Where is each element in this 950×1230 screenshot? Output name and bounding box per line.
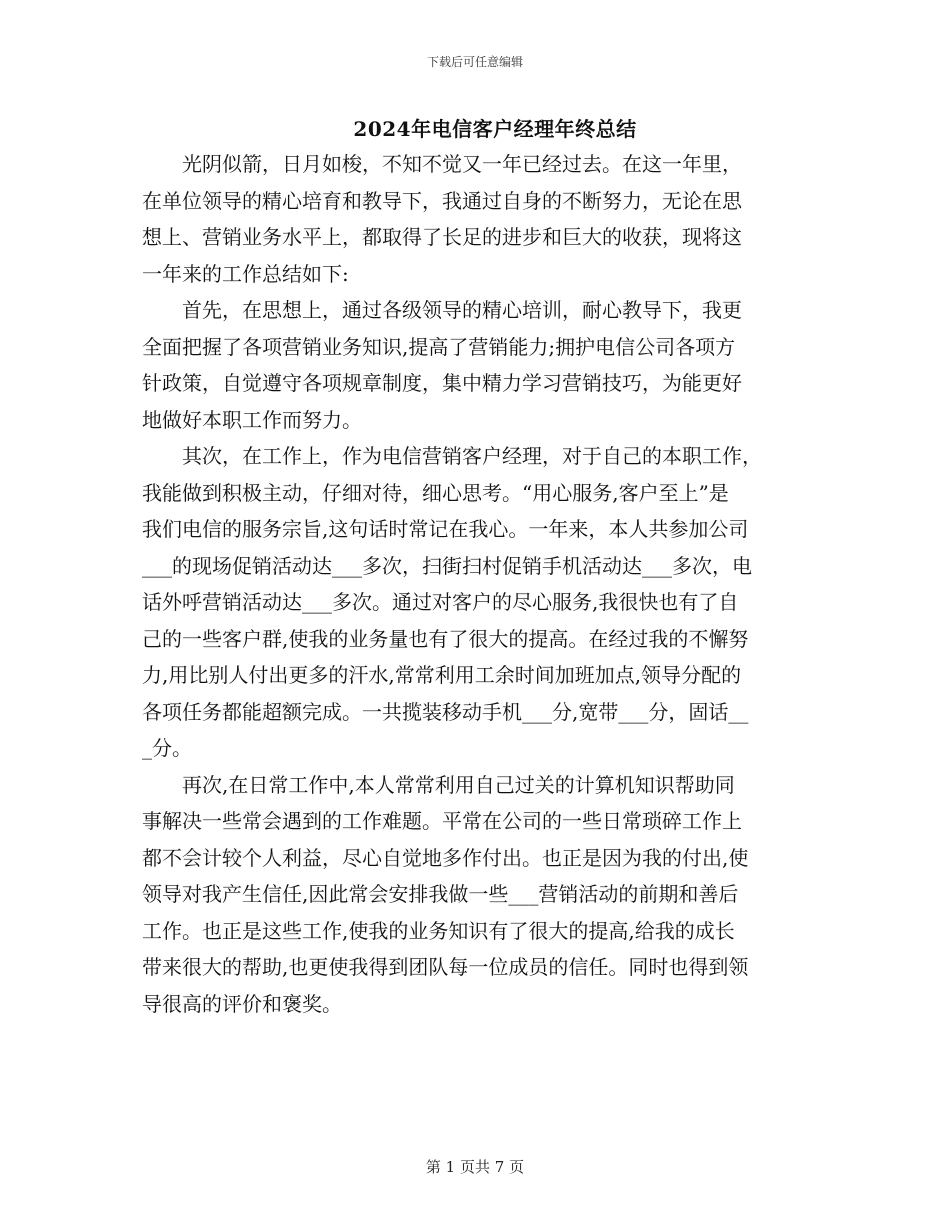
header-note: 下载后可任意编辑 bbox=[426, 55, 523, 69]
body-line: 己的一些客户群,使我的业务量也有了很大的提高。在经过我的不懈努 bbox=[142, 626, 749, 651]
body-line: 各项任务都能超额完成。一共揽装移动手机___分,宽带___分，固话__ bbox=[142, 699, 749, 724]
body-line: 地做好本职工作而努力。 bbox=[142, 407, 362, 432]
body-line: 我们电信的服务宗旨,这句话时常记在我心。一年来，本人共参加公司 bbox=[142, 517, 749, 541]
body-line: 一年来的工作总结如下: bbox=[142, 261, 349, 286]
body-line: 导很高的评价和褒奖。 bbox=[142, 991, 342, 1016]
body-line: 话外呼营销活动达___多次。通过对客户的尽心服务,我很快也有了自 bbox=[142, 590, 739, 614]
body-line: 想上、营销业务水平上，都取得了长足的进步和巨大的收获，现将这 bbox=[142, 225, 742, 249]
body-line: 其次，在工作上，作为电信营销客户经理，对于自己的本职工作， bbox=[142, 444, 762, 468]
body-line: 光阴似箭，日月如梭，不知不觉又一年已经过去。在这一年里， bbox=[142, 152, 742, 176]
body-line: 首先，在思想上，通过各级领导的精心培训，耐心教导下，我更 bbox=[142, 298, 742, 322]
body-line: 全面把握了各项营销业务知识,提高了营销能力;拥护电信公司各项方 bbox=[142, 334, 736, 359]
page-footer: 第 1 页共 7 页 bbox=[425, 1158, 525, 1176]
body-line: 在单位领导的精心培育和教导下，我通过自身的不断努力，无论在思 bbox=[142, 188, 742, 213]
body-line: 领导对我产生信任,因此常会安排我做一些___营销活动的前期和善后 bbox=[142, 882, 739, 906]
body-line: _分。 bbox=[142, 736, 192, 760]
body-line: 工作。也正是这些工作,使我的业务知识有了很大的提高,给我的成长 bbox=[142, 918, 735, 943]
body-line: 带来很大的帮助,也更使我得到团队每一位成员的信任。同时也得到领 bbox=[142, 955, 749, 979]
body-line: 针政策，自觉遵守各项规章制度，集中精力学习营销技巧，为能更好 bbox=[142, 371, 742, 395]
body-line: 都不会计较个人利益，尽心自觉地多作付出。也正是因为我的付出,使 bbox=[142, 845, 749, 870]
body-line: 再次,在日常工作中,本人常常利用自己过关的计算机知识帮助同 bbox=[142, 772, 735, 797]
document-title: 2024年电信客户经理年终总结 bbox=[353, 117, 637, 141]
body-line: 我能做到积极主动，仔细对待，细心思考。“用心服务,客户至上”是 bbox=[142, 480, 729, 505]
body-line: 力,用比别人付出更多的汗水,常常利用工余时间加班加点,领导分配的 bbox=[142, 663, 742, 687]
document-body bbox=[142, 146, 810, 1022]
body-line: ___的现场促销活动达___多次，扫街扫村促销手机活动达___多次，电 bbox=[142, 553, 752, 578]
body-line: 事解决一些常会遇到的工作难题。平常在公司的一些日常琐碎工作上 bbox=[142, 809, 742, 833]
